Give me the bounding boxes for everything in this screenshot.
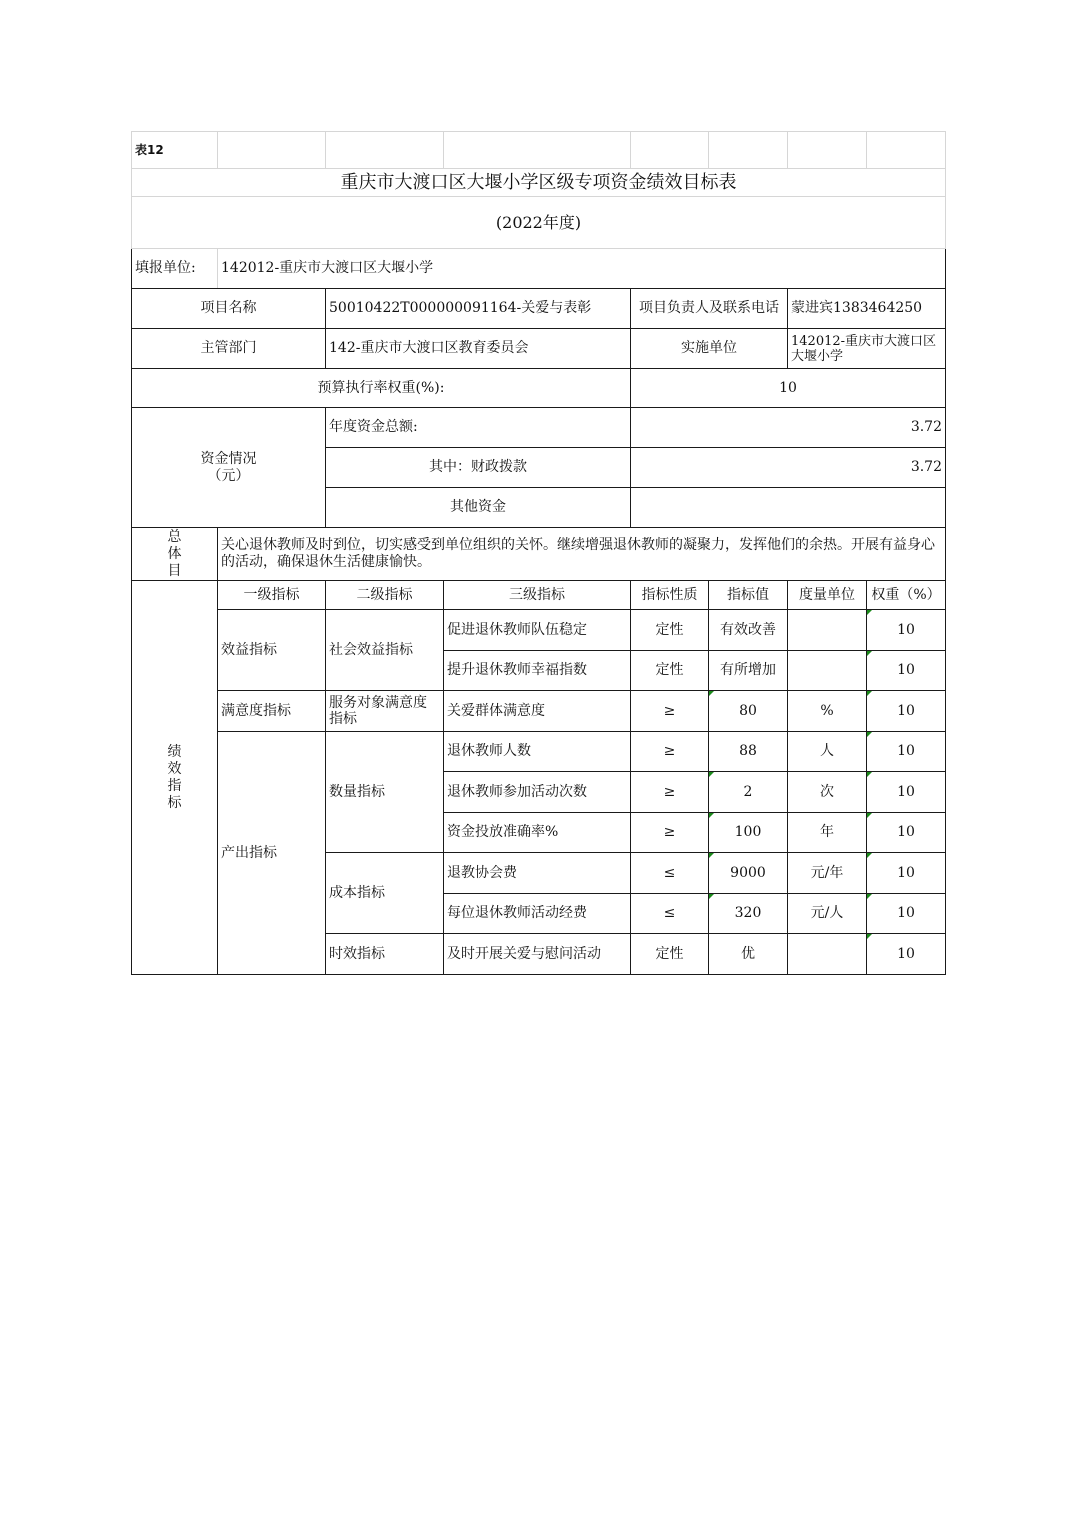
header-level2: 二级指标 (326, 581, 444, 610)
indicator-weight: 10 (867, 853, 946, 894)
indicator-name: 退休教师人数 (444, 732, 631, 772)
funds-other-value (631, 488, 946, 528)
indicator-value: 320 (709, 894, 788, 934)
reporting-unit-label: 填报单位: (132, 249, 218, 289)
indicator-value: 80 (709, 691, 788, 732)
project-name-value: 50010422T000000091164-关爱与表彰 (326, 289, 631, 329)
indicator-weight: 10 (867, 610, 946, 651)
performance-target-table (131, 131, 946, 975)
indicator-name: 促进退休教师队伍稳定 (444, 610, 631, 651)
dept-value: 142-重庆市大渡口区教育委员会 (326, 329, 631, 369)
indicator-unit: 元/人 (788, 894, 867, 934)
group-satisfaction: 满意度指标 (218, 691, 326, 732)
project-name-label: 项目名称 (132, 289, 326, 329)
indicator-value: 有所增加 (709, 651, 788, 691)
indicator-value: 2 (709, 772, 788, 813)
indicator-name: 退休教师参加活动次数 (444, 772, 631, 813)
indicator-nature: ≤ (631, 853, 709, 894)
page-title: 重庆市大渡口区大堰小学区级专项资金绩效目标表 (132, 169, 946, 197)
budget-weight-label: 预算执行率权重(%): (132, 369, 631, 408)
indicator-unit: 次 (788, 772, 867, 813)
indicator-weight: 10 (867, 934, 946, 975)
indicator-value: 优 (709, 934, 788, 975)
funds-total-value: 3.72 (631, 408, 946, 448)
year-subtitle: (2022年度) (132, 197, 946, 249)
group-output: 产出指标 (218, 732, 326, 975)
indicator-unit: 元/年 (788, 853, 867, 894)
group-benefit: 效益指标 (218, 610, 326, 691)
indicator-value: 有效改善 (709, 610, 788, 651)
indicator-name: 及时开展关爱与慰问活动 (444, 934, 631, 975)
group-quantity: 数量指标 (326, 732, 444, 853)
indicator-nature: 定性 (631, 934, 709, 975)
indicator-value: 88 (709, 732, 788, 772)
indicator-unit: 年 (788, 813, 867, 853)
funds-fiscal-value: 3.72 (631, 448, 946, 488)
indicator-weight: 10 (867, 894, 946, 934)
header-unit: 度量单位 (788, 581, 867, 610)
indicator-value: 100 (709, 813, 788, 853)
indicator-nature: ≥ (631, 732, 709, 772)
indicator-nature: 定性 (631, 610, 709, 651)
group-time: 时效指标 (326, 934, 444, 975)
indicator-weight: 10 (867, 813, 946, 853)
performance-indicators-label: 绩 效 指 标 (132, 581, 218, 975)
indicator-weight: 10 (867, 651, 946, 691)
indicator-name: 每位退休教师活动经费 (444, 894, 631, 934)
indicator-weight: 10 (867, 772, 946, 813)
overall-goal-label: 总 体 目 (132, 528, 218, 581)
reporting-unit-value: 142012-重庆市大渡口区大堰小学 (218, 249, 946, 289)
indicator-unit (788, 610, 867, 651)
header-level3: 三级指标 (444, 581, 631, 610)
impl-label: 实施单位 (631, 329, 788, 369)
indicator-name: 关爱群体满意度 (444, 691, 631, 732)
indicator-weight: 10 (867, 732, 946, 772)
table-number: 表12 (132, 132, 218, 169)
indicator-name: 资金投放准确率% (444, 813, 631, 853)
funds-other-label: 其他资金 (326, 488, 631, 528)
contact-label: 项目负责人及联系电话 (631, 289, 788, 329)
group-social: 社会效益指标 (326, 610, 444, 691)
funds-label: 资金情况 （元） (132, 408, 326, 528)
indicator-unit (788, 651, 867, 691)
indicator-unit (788, 934, 867, 975)
budget-weight-value: 10 (631, 369, 946, 408)
indicator-nature: ≥ (631, 691, 709, 732)
overall-goal-text: 关心退休教师及时到位，切实感受到单位组织的关怀。继续增强退休教师的凝聚力，发挥他们的余热。开展有益身心的活动，确保退休生活健康愉快。 (218, 528, 946, 581)
group-service: 服务对象满意度指标 (326, 691, 444, 732)
indicator-nature: 定性 (631, 651, 709, 691)
indicator-unit: % (788, 691, 867, 732)
indicator-name: 提升退休教师幸福指数 (444, 651, 631, 691)
header-nature: 指标性质 (631, 581, 709, 610)
indicator-unit: 人 (788, 732, 867, 772)
funds-fiscal-label: 其中：财政拨款 (326, 448, 631, 488)
funds-total-label: 年度资金总额: (326, 408, 631, 448)
indicator-nature: ≥ (631, 813, 709, 853)
indicator-weight: 10 (867, 691, 946, 732)
header-level1: 一级指标 (218, 581, 326, 610)
dept-label: 主管部门 (132, 329, 326, 369)
group-cost: 成本指标 (326, 853, 444, 934)
indicator-nature: ≥ (631, 772, 709, 813)
indicator-nature: ≤ (631, 894, 709, 934)
indicator-value: 9000 (709, 853, 788, 894)
impl-value: 142012-重庆市大渡口区大堰小学 (788, 329, 946, 369)
indicator-name: 退教协会费 (444, 853, 631, 894)
contact-value: 蒙进宾1383464250 (788, 289, 946, 329)
header-value: 指标值 (709, 581, 788, 610)
header-weight: 权重（%） (867, 581, 946, 610)
